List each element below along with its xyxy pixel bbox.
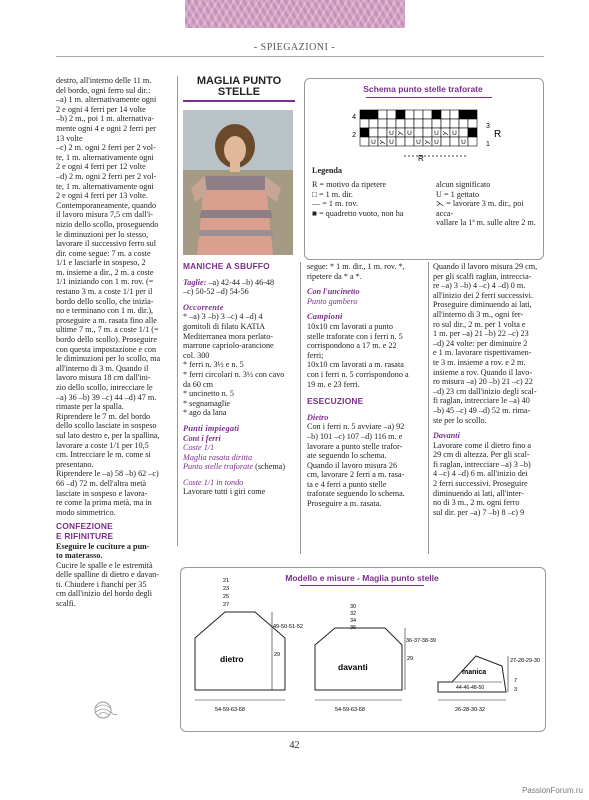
chart-cell [360, 128, 369, 137]
manica-7: 7 [514, 678, 518, 684]
occorrente-item: da 60 cm [183, 379, 214, 389]
davanti-heading: Davanti [433, 431, 460, 441]
model-photo [183, 110, 293, 255]
maniche-heading: MANICHE A SBUFFO [183, 261, 270, 271]
davanti-line: 29 cm di altezza. Per gli scal- [433, 450, 530, 460]
taglie-line1: –a) 42-44 –b) 46-48 [208, 277, 275, 287]
chart-cell [360, 110, 369, 119]
col1-line: bordo dello scollo, che inizia- [56, 296, 154, 306]
dietro-label: dietro [220, 654, 244, 664]
schema-title: Schema punto stelle traforate [363, 84, 483, 94]
punti-line-stelle: Punto stelle traforate [183, 462, 254, 472]
col1-line: modo simmetrico. [56, 507, 116, 517]
dietro-line: lavorare a punto stelle trafor- [307, 441, 403, 451]
legend-left-item: □ = 1 m. dir. [312, 189, 353, 199]
dietro-top-4: 27 [223, 602, 230, 608]
dietro-line: cm, lavorare 2 ferri a m. rasa- [307, 470, 405, 480]
chart-cell [369, 119, 378, 128]
col1-line: –a) 36 –b) 39 –c) 44 –d) 47 m. [56, 392, 157, 402]
col1-line: ultime 7 m., 7 m. a coste 1/1 (= [56, 325, 159, 335]
davanti-line: fi raglan, intrecciare –a) 3 –b) [433, 459, 531, 469]
col4-line: Proseguire diminuendo ai lati, [433, 300, 532, 310]
dietro-heading: Dietro [307, 412, 329, 422]
campioni-line: 10x10 cm lavorati a punto [307, 321, 393, 331]
col4-line: Quando il lavoro misura 29 cm, [433, 262, 538, 271]
manica-3: 3 [514, 687, 518, 693]
campioni-heading: Campioni [307, 312, 343, 322]
taglie-label: Taglie: [183, 277, 207, 287]
chart-row-2: 2 [352, 132, 356, 139]
col1-line: no e terminano con 1 m. dir.), [56, 306, 154, 316]
legend-left-item: — = 1 m. rov. [312, 199, 358, 209]
col1-line: le diminuzioni per lo scollo, ma [56, 354, 161, 364]
col1-text [56, 76, 174, 517]
punti-heading: Punti impiegati [183, 423, 240, 433]
chart-symbol: U [407, 130, 412, 137]
uncinetto-heading: Con l'uncinetto [307, 287, 360, 297]
legend-title: Legenda [312, 166, 343, 175]
legend-left-item: R = motivo da ripetere [312, 180, 387, 189]
model-title-rule [300, 585, 424, 586]
occorrente-list [183, 312, 295, 418]
dietro-top-1: 21 [223, 578, 230, 584]
col4-line: per gli scalfi raglan, intreccia- [433, 271, 532, 281]
col4-line: all'inizio dei 2 ferri successivi. [433, 290, 533, 300]
dietro-line: Proseguire a m. rasata. [307, 499, 382, 509]
dietro-line: Con i ferri n. 5 avviare –a) 92 [307, 422, 405, 432]
column-2 [183, 262, 295, 497]
model-title: Modello e misure - Maglia punto stelle [285, 573, 439, 583]
col1-line: lasciate in sospeso e lavora- [56, 488, 148, 498]
manica-mid: 44-46-48-50 [456, 685, 485, 691]
col1-line: m. insieme a dir., 2 m. a coste [56, 267, 154, 277]
article-title-line1: MAGLIA PUNTO [196, 75, 282, 87]
occorrente-item: * segnamaglie [183, 398, 231, 408]
col1-line: –b) 2 m., poi 1 m. alternativa- [56, 114, 154, 124]
col1-line: te, 1 m. alternativamente ogni [56, 152, 154, 162]
manica-top: 27-28-29-30 [510, 658, 540, 664]
davanti-label: davanti [338, 662, 368, 672]
confezione-title [56, 522, 174, 541]
article-title-line2: STELLE [217, 86, 261, 98]
chart-cell [468, 137, 477, 146]
chart-cell [459, 110, 468, 119]
chart-cell [459, 128, 468, 137]
chart-cell [387, 110, 396, 119]
chart-cell [405, 119, 414, 128]
col4-line: e 1 m. lavorare rispettivamen- [433, 348, 532, 358]
davanti-line: Lavorare come il dietro fino a [433, 440, 531, 450]
chart-symbol: U [389, 139, 394, 146]
col1-line: –c) 2 m. ogni 2 ferri per 2 vol- [56, 143, 156, 153]
punti-line-rasata: Maglia rasata diritta [183, 452, 253, 462]
chart-cell [369, 110, 378, 119]
col4-line: –d) 24 volte: per diminuire 2 [433, 338, 528, 348]
chart-row-1: 1 [486, 141, 490, 148]
chart-cell [450, 137, 459, 146]
col1-line: Riprendere le 7 m. del bordo [56, 411, 151, 421]
davanti-text [433, 441, 547, 518]
confezione-bold [56, 542, 174, 561]
col1-line: mente ogni 4 e ogni 2 ferri per [56, 123, 156, 133]
chart-cell [423, 110, 432, 119]
chart-cell [396, 137, 405, 146]
legend-left-item: ■ = quadretto vuoto, non ha [312, 208, 404, 218]
campioni-line: con i ferri n. 5 corrispondono a [307, 369, 409, 379]
chart-symbol: U [416, 139, 421, 146]
col4-line: ste per lo scollo. [433, 415, 487, 425]
col1-line: –d) 2 m. ogni 2 ferri per 2 vol- [56, 171, 157, 181]
davanti-29: 29 [407, 656, 414, 662]
col1-line: lavorare il successivo ferro sul [56, 239, 157, 249]
col1-line: del bordo, ogni ferro sul dir.: [56, 85, 151, 95]
chart-cell [387, 119, 396, 128]
col4-line: –d) 23 cm dall'inizio degli scal- [433, 386, 537, 396]
occorrente-heading: Occorrente [183, 302, 224, 312]
davanti-top-1: 30 [350, 604, 357, 610]
legend-right-item: alcun significato [436, 180, 491, 189]
col1-line: lavoro misura 18 cm dall'ini- [56, 373, 151, 383]
dietro-text [307, 422, 425, 508]
col4-line: ro misura –a) 20 –b) 21 –c) 22 [433, 377, 533, 387]
davanti-line: 2 ferri successivi. Proseguire [433, 479, 528, 489]
chart-cell [432, 119, 441, 128]
chart-repeat-bottom: R [418, 154, 424, 163]
col1-line: te, 1 m. alternativamente ogni [56, 181, 154, 191]
chart-symbol: ⋋ [424, 139, 431, 146]
col4-text [433, 262, 547, 425]
col1-line: il lavoro misura 7,5 cm dall'i- [56, 210, 153, 220]
confezione-bold-line1: Eseguire le cuciture a pun- [56, 541, 150, 551]
col4-line: te 3 m. insieme a rov. e 2 m. [433, 357, 526, 367]
chart-symbol: U [434, 130, 439, 137]
davanti-line: 4 –c) 4 –d) 6 m. all'inizio dei [433, 469, 528, 479]
col1-line: presentano. [56, 459, 94, 469]
col1-line: restano 3 m. a coste 1/1 per il [56, 287, 153, 297]
chart-cell [459, 119, 468, 128]
dietro-line: Quando il lavoro misura 26 [307, 460, 398, 470]
watermark: PassionForum.ru [522, 786, 583, 795]
chart-cell [441, 110, 450, 119]
column-3 [307, 262, 425, 509]
chart-row-3: 3 [486, 123, 490, 130]
dietro-top-3: 25 [223, 594, 230, 600]
chart-cell [369, 128, 378, 137]
col1-line: con questa impostazione e con [56, 344, 157, 354]
col1-line: 1/1 iniziando con 1 m. rov. (= [56, 277, 154, 287]
chart-symbol: ⋋ [397, 130, 404, 137]
col1-line: zio dello scollo, intrecciare le [56, 383, 153, 392]
chart-symbol: U [452, 130, 457, 137]
legend-right-item: ⋋ = lavorare 3 m. dir., poi acca- [436, 199, 524, 218]
chart-cell [432, 110, 441, 119]
chart-symbol: U [371, 139, 376, 146]
dietro-29: 29 [274, 652, 281, 658]
chart-symbol: U [461, 139, 466, 146]
davanti-top-3: 34 [350, 618, 357, 624]
occorrente-item: Mediterranea mora perlato- [183, 331, 274, 341]
chart-cell [396, 119, 405, 128]
dietro-top-2: 23 [223, 586, 230, 592]
campioni-line: ferri; [307, 350, 324, 360]
confezione-line: ti. Chiudere i fianchi per 35 [56, 579, 147, 589]
col4-line: fi raglan, intrecciare le –a) 40 [433, 396, 530, 406]
confezione-text [56, 561, 174, 609]
chart-symbol: ⋋ [379, 139, 386, 146]
davanti-shape [315, 628, 402, 690]
dietro-line: –b) 101 –c) 107 –d) 116 m. e [307, 431, 403, 441]
header-rule [56, 56, 544, 57]
chart-cell [378, 119, 387, 128]
chart-cell [468, 128, 477, 137]
knit-swatch-texture [185, 0, 405, 28]
col1-line: 13 volte [56, 133, 83, 143]
chart-cell [405, 137, 414, 146]
davanti-line: sul dir. per –a) 7 –b) 8 –c) 9 [433, 507, 525, 517]
manica-label: manica [462, 669, 487, 676]
chart-symbol: U [434, 139, 439, 146]
legend-left [312, 180, 422, 218]
chart-cell [414, 110, 423, 119]
chart-cell [450, 110, 459, 119]
col4-line: ro sul dir., 2 m. per 1 volta e [433, 319, 526, 329]
confezione-line: scalfi. [56, 599, 76, 609]
chart-cell [360, 119, 369, 128]
article-title [183, 76, 295, 98]
col3-line1: segue: * 1 m. dir., 1 m. rov. *, [307, 262, 405, 271]
occorrente-item: col. 300 [183, 350, 210, 360]
column-1 [56, 76, 174, 609]
tondo-text: Lavorare tutti i giri come [183, 487, 266, 497]
col1-line: 66 –d) 72 m. dell'altra metà [56, 478, 147, 488]
dietro-line: ta e 4 ferri a punto stelle [307, 479, 387, 489]
dietro-side: 49-50-51-52 [273, 624, 303, 630]
chart-repeat-label: R [494, 129, 502, 140]
stitch-chart-grid [360, 110, 477, 146]
col1-line: le diminuzioni per lo stesso, [56, 229, 149, 239]
occorrente-item: gomitoli di filato KATIA [183, 321, 266, 331]
column-divider-2 [300, 262, 301, 554]
chart-cell [414, 119, 423, 128]
davanti-line: diminuendo ai lati, all'inter- [433, 488, 524, 498]
col1-line: all'interno di 3 m. Quando il [56, 363, 149, 373]
col1-line: rimaste per la spalla. [56, 402, 124, 412]
legend-right-item: U = 1 gettato [436, 189, 480, 199]
col1-line: Contemporaneamente, quando [56, 200, 157, 210]
col1-line: re come la prima metà, ma in [56, 498, 152, 508]
occorrente-item: * –a) 3 –b) 3 –c) 4 –d) 4 [183, 312, 263, 322]
col1-line: –a) 1 m. alternativamente ogni [56, 95, 157, 105]
punti-schema-ref: (schema) [255, 462, 286, 472]
chart-symbol: U [389, 130, 394, 137]
col1-line: sul lato destro e, per la spallina, [56, 430, 160, 440]
col1-line: 2 e ogni 4 ferri per 12 volte [56, 162, 146, 172]
col1-line: dello scollo lasciate in sospeso [56, 421, 157, 431]
davanti-top-4: 36 [350, 625, 357, 631]
davanti-side: 36-37-38-39 [406, 638, 436, 644]
chart-cell [360, 137, 369, 146]
col4-line: insieme a rov. Quando il lavo- [433, 367, 533, 377]
col4-line: –b) 45 –c) 49 –d) 52 m. rima- [433, 405, 531, 415]
confezione-title-line1: CONFEZIONE [56, 521, 113, 532]
taglie-line2: –c) 50-52 –d) 54-56 [183, 287, 249, 297]
yarn-ball-icon [92, 700, 118, 720]
col1-line: destro, all'interno delle 11 m. [56, 76, 152, 85]
column-divider-1 [177, 76, 178, 546]
chart-cell [423, 128, 432, 137]
chart-cell [414, 128, 423, 137]
chart-cell [396, 110, 405, 119]
manica-bottom: 26-28-30-32 [455, 707, 485, 713]
dietro-bottom: 54-59-63-68 [215, 707, 245, 713]
chart-cell [450, 119, 459, 128]
legend-right-item: vallare la 1ª m. sulle altre 2 m. [436, 218, 536, 228]
column-divider-3 [428, 262, 429, 554]
punto-gambero: Punto gambero [307, 296, 358, 306]
chart-cell [405, 110, 414, 119]
occorrente-item: * ago da lana [183, 408, 227, 418]
campioni-line: corrispondono a 17 m. e 22 [307, 341, 397, 351]
legend-right [436, 180, 540, 228]
chart-cell [441, 137, 450, 146]
section-header: - SPIEGAZIONI - [253, 42, 336, 53]
col4-line: re –a) 3 –b) 4 –c) 4 –d) 0 m. [433, 281, 526, 291]
confezione-line: cm dall'inizio del bordo degli [56, 589, 153, 599]
dietro-line: traforate seguendo lo schema. [307, 489, 405, 499]
chart-row-4: 4 [352, 114, 356, 121]
occorrente-item: * ferri circolari n. 3½ con cavo [183, 369, 285, 379]
confezione-bold-line2: to materasso. [56, 551, 103, 561]
confezione-title-line2: E RIFINITURE [56, 530, 114, 541]
chart-symbol: ⋋ [442, 130, 449, 137]
col1-line: bordo dello scollo). Proseguire [56, 335, 157, 345]
col3-line2: ripetere da * a *. [307, 271, 362, 281]
punti-line-coste: Coste 1/1 [183, 443, 215, 453]
punti-line-cont: Cont i ferri [183, 433, 221, 443]
model-photo-illustration [183, 110, 293, 255]
chart-cell [468, 110, 477, 119]
esecuzione-heading: ESECUZIONE [307, 396, 364, 407]
col1-line: Riprendere le –a) 58 –b) 62 –c) [56, 469, 159, 479]
chart-cell [468, 119, 477, 128]
col1-line: cm. Intrecciare le m. come si [56, 450, 151, 460]
col4-line: 1 m. per –a) 21 –b) 22 –c) 23 [433, 329, 529, 339]
col1-line: proseguire a m. rasata fino alle [56, 315, 157, 325]
column-4 [433, 262, 547, 517]
occorrente-item: * ferri n. 3½ e n. 5 [183, 360, 244, 370]
campioni-line: stelle traforate con i ferri n. 5 [307, 331, 403, 341]
campioni-text [307, 322, 425, 389]
campioni-line: 19 m. e 23 ferri. [307, 379, 360, 389]
col1-line: 1/1 e lasciarle in sospeso, 2 [56, 258, 146, 268]
confezione-line: delle spalline di dietro e davan- [56, 570, 159, 580]
chart-cell [441, 119, 450, 128]
title-rule [183, 100, 295, 102]
col1-line: dir. come segue: 7 m. a coste [56, 248, 151, 258]
davanti-bottom: 54-59-63-68 [335, 707, 365, 713]
chart-cell [423, 119, 432, 128]
campioni-line: 10x10 cm lavorati a m. rasata [307, 360, 404, 370]
stitch-chart [352, 110, 510, 163]
col4-line: all'interno di 3 m., ogni fer- [433, 309, 524, 319]
schema-title-rule [366, 97, 492, 98]
occorrente-item: marrone capriolo-arancione [183, 341, 274, 351]
page-number: 42 [289, 740, 300, 751]
occorrente-item: * uncinetto n. 5 [183, 389, 234, 399]
chart-cell [378, 110, 387, 119]
confezione-line: Cucire le spalle e le estremità [56, 560, 153, 570]
coste-tondo-heading: Coste 1/1 in tondo [183, 477, 244, 487]
col1-line: 2 e ogni 4 ferri per 14 volte [56, 104, 146, 114]
davanti-line: no di 3 m., 2 m. ogni ferro [433, 498, 520, 508]
chart-cell [378, 128, 387, 137]
col1-line: lavorare a coste 1/1 per 10,5 [56, 440, 149, 450]
dietro-shape [195, 612, 285, 690]
dietro-line: ate seguendo lo schema. [307, 451, 387, 461]
col1-line: 2 e ogni 4 ferri per 13 volte. [56, 191, 148, 201]
davanti-top-2: 32 [350, 611, 357, 617]
col1-line: nizio dello scollo, proseguendo [56, 219, 159, 229]
